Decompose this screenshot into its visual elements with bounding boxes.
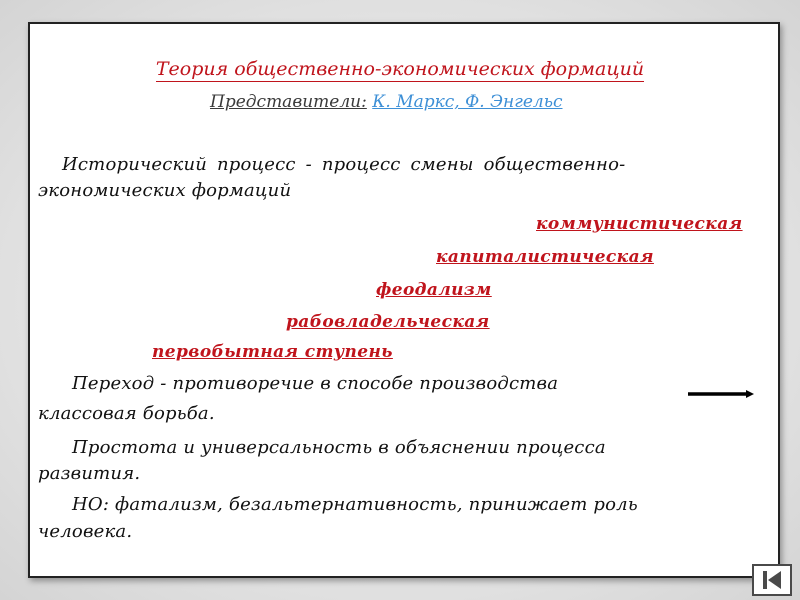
formation-feudalism: феодализм	[376, 280, 492, 300]
slide-title	[0, 58, 800, 80]
formation-capitalist: капиталистическая	[436, 247, 654, 267]
formation-communist: коммунистическая	[536, 214, 743, 234]
slide-title-text: Теория общественно-экономических формаций	[155, 58, 645, 80]
back-to-start-button[interactable]	[752, 564, 792, 596]
transition-line-1: Переход - противоречие в способе производства	[72, 373, 559, 394]
skip-to-start-icon	[754, 566, 790, 594]
definition-line-1: Исторический процесс - процесс смены общественно-	[62, 154, 626, 175]
arrow-right-icon	[688, 390, 754, 400]
transition-line-2: классовая борьба.	[38, 403, 215, 424]
but-line-1: НО: фатализм, безальтернативность, принижает роль	[72, 494, 638, 515]
but-line-2: человека.	[38, 521, 133, 542]
formation-primitive: первобытная ступень	[152, 342, 393, 362]
representatives-names: К. Маркс, Ф. Энгельс	[372, 92, 563, 112]
simplicity-line-1: Простота и универсальность в объяснении процесса	[72, 437, 606, 458]
simplicity-line-2: развития.	[38, 463, 141, 484]
representatives-line	[210, 92, 563, 112]
representatives-label: Представители:	[210, 92, 367, 112]
formation-slave-owning: рабовладельческая	[286, 312, 490, 332]
definition-line-2: экономических формаций	[38, 180, 292, 201]
